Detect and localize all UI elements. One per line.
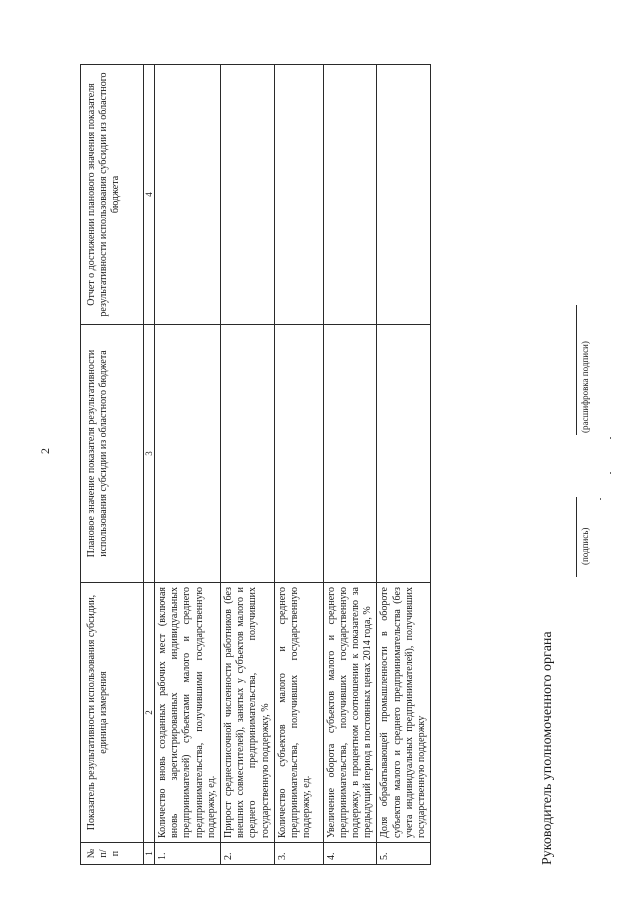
plan-value-cell[interactable] [155,325,221,583]
table-row [274,65,323,865]
page-number: 2 [38,448,52,454]
header-plan-value: Плановое значение показателя результативности использования субсидии из областного бюджета [81,325,144,583]
decryption-caption: (расшифровка подписи) [580,341,590,433]
report-value-cell[interactable] [274,65,323,325]
scan-speck [610,472,611,474]
signature-block [540,65,620,865]
row-number: 1. [155,843,221,865]
column-index: 4 [144,65,155,325]
indicators-table [80,64,431,865]
row-number: 2. [220,843,274,865]
indicator-text: Увеличение оборота субъектов малого и среднего предпринимательства, получивших государственную поддержку, в процентном соотношении к показателю за предыдущий период в постоянных ценах 2014 года, % [323,583,377,843]
scan-speck [600,498,601,500]
indicator-text: Прирост среднесписочной численности работников (без внешних совместителей), занятых у субъектов малого и среднего предпринимательства, получивших государственную поддержку, % [220,583,274,843]
decryption-line [576,305,577,435]
signature-line [576,497,577,577]
plan-value-cell[interactable] [377,325,431,583]
director-title: Руководитель уполномоченного органа [540,631,555,865]
column-index-row [144,65,155,865]
header-indicator: Показатель результативности использования субсидии, единица измерения [81,583,144,843]
column-index: 2 [144,583,155,843]
row-number: 5. [377,843,431,865]
signature-caption: (подпись) [580,527,590,565]
row-number: 3. [274,843,323,865]
plan-value-cell[interactable] [274,325,323,583]
table-header-row [81,65,144,865]
report-value-cell[interactable] [323,65,377,325]
table-row [323,65,377,865]
rotated-landscape-sheet [80,65,640,865]
report-value-cell[interactable] [155,65,221,325]
indicator-text: Количество вновь созданных рабочих мест (включая вновь зарегистрированных индивидуальных предпринимателей) субъектами малого и среднего предпринимательства, получившими государственную поддержку, ед. [155,583,221,843]
plan-value-cell[interactable] [220,325,274,583]
indicator-text: Доля обрабатывающей промышленности в обороте субъектов малого и среднего предпринимательства (без учета индивидуальных предпринимателей), получивших государственную поддержку [377,583,431,843]
plan-value-cell[interactable] [323,325,377,583]
column-index: 1 [144,843,155,865]
table-row [377,65,431,865]
column-index: 3 [144,325,155,583]
header-number: № п/п [81,843,144,865]
scan-speck [610,437,611,439]
header-report: Отчет о достижении планового значения показателя результативности использования субсидии из областного бюджета [81,65,144,325]
report-value-cell[interactable] [220,65,274,325]
row-number: 4. [323,843,377,865]
report-value-cell[interactable] [377,65,431,325]
table-row [155,65,221,865]
indicator-text: Количество субъектов малого и среднего предпринимательства, получивших государственную поддержку, ед. [274,583,323,843]
table-row [220,65,274,865]
